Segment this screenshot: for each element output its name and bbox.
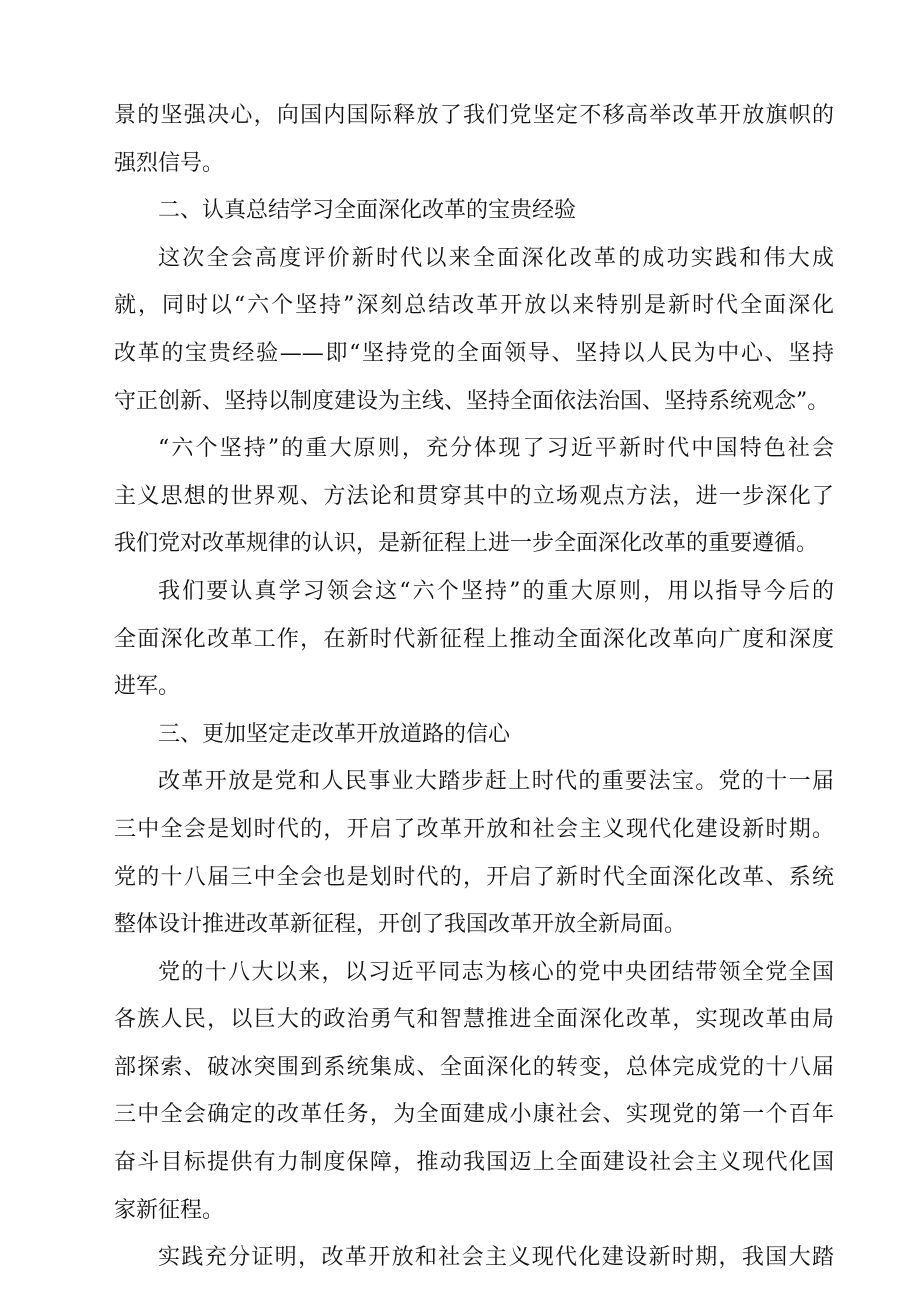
section-heading-3 [114,711,834,759]
text-line: 进军。 [114,674,181,700]
text-line: 景的坚强决心，向国内国际释放了我们党坚定不移高举改革开放旗帜的 [114,103,834,128]
paragraph [114,568,834,711]
text-line: 我们要认真学习领会这“六个坚持”的重大原则，用以指导今后的 [158,578,834,604]
text-line: 部探索、破冰突围到系统集成、全面深化的转变，总体完成党的十八届 [114,1054,834,1080]
text-line: 三中全会确定的改革任务，为全面建成小康社会、实现党的第一个百年 [114,1102,834,1128]
heading-text: 二、认真总结学习全面深化改革的宝贵经验 [158,198,577,224]
text-line: 全面深化改革工作，在新时代新征程上推动全面深化改革向广度和深度 [114,626,834,652]
paragraph [114,235,834,425]
document-page [114,92,834,1282]
text-line: 奋斗目标提供有力制度保障，推动我国迈上全面建设社会主义现代化国 [114,1150,834,1176]
text-line: 守正创新、坚持以制度建设为主线、坚持全面依法治国、坚持系统观念”。 [114,388,830,414]
text-line: 各族人民，以巨大的政治勇气和智慧推进全面深化改革，实现改革由局 [114,1007,834,1033]
paragraph-continuation [114,92,834,187]
text-line: 我们党对改革规律的认识，是新征程上进一步全面深化改革的重要遵循。 [114,531,819,557]
paragraph [114,758,834,948]
text-line: 就，同时以“六个坚持”深刻总结改革开放以来特别是新时代全面深化 [114,293,834,319]
text-line: “六个坚持”的重大原则，充分体现了习近平新时代中国特色社会 [158,436,834,462]
text-line: 党的十八届三中全会也是划时代的，开启了新时代全面深化改革、系统 [114,864,834,890]
text-line: 实践充分证明，改革开放和社会主义现代化建设新时期，我国大踏 [158,1245,834,1271]
paragraph [114,949,834,1235]
paragraph [114,1234,834,1282]
text-line: 党的十八大以来，以习近平同志为核心的党中央团结带领全党全国 [158,959,834,985]
text-line: 整体设计推进改革新征程，开创了我国改革开放全新局面。 [114,912,687,938]
text-line: 强烈信号。 [114,150,225,176]
text-line: 改革的宝贵经验——即“坚持党的全面领导、坚持以人民为中心、坚持 [114,340,834,366]
text-line: 主义思想的世界观、方法论和贯穿其中的立场观点方法，进一步深化了 [114,483,834,509]
heading-text: 三、更加坚定走改革开放道路的信心 [158,721,511,747]
paragraph [114,425,834,568]
text-line: 家新征程。 [114,1197,225,1223]
text-line: 这次全会高度评价新时代以来全面深化改革的成功实践和伟大成 [158,245,834,271]
text-line: 改革开放是党和人民事业大踏步赶上时代的重要法宝。党的十一届 [158,769,834,795]
section-heading-2 [114,187,834,235]
text-line: 三中全会是划时代的，开启了改革开放和社会主义现代化建设新时期。 [114,816,834,842]
